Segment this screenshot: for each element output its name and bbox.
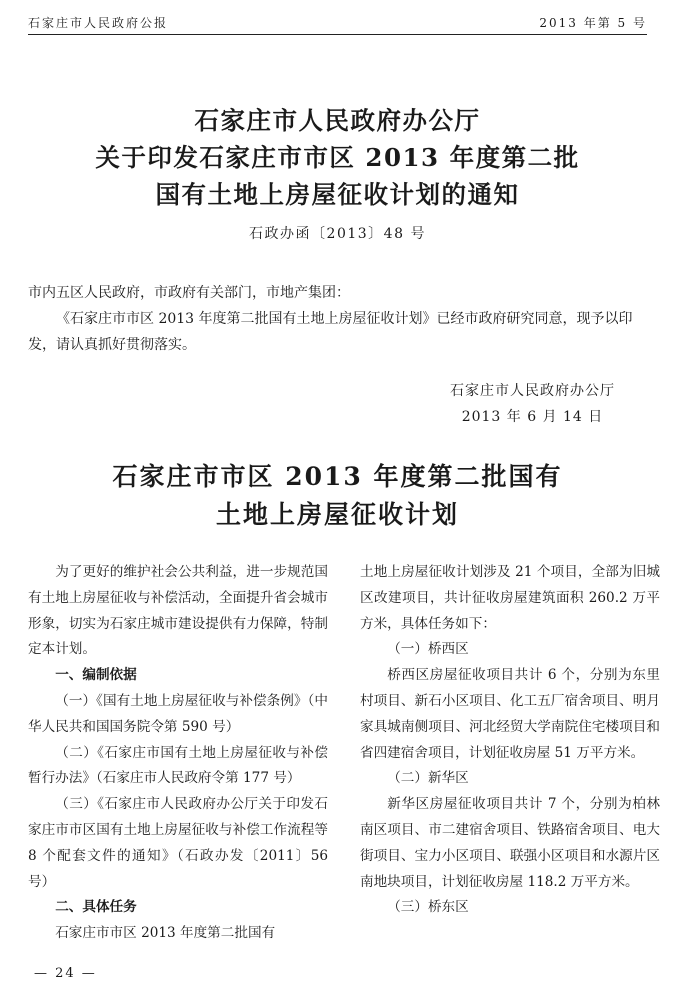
notice-body (28, 280, 647, 358)
running-header (28, 10, 647, 35)
page-number: — 24 — (34, 966, 97, 981)
notice-title-line: 国有土地上房屋征收计划的通知 (155, 180, 520, 209)
paragraph: 为了更好的维护社会公共利益，进一步规范国有土地上房屋征收与补偿活动，全面提升省会城市形象，切实为石家庄城市建设提供有力保障，特制定本计划。 (28, 564, 328, 658)
document-number: 石政办函〔2013〕48 号 (249, 226, 426, 242)
district-heading: （一）桥西区 (387, 641, 469, 658)
issue-number: 2013 年第 5 号 (539, 15, 647, 30)
paragraph: （二）《石家庄市国有土地上房屋征收与补偿暂行办法》（石家庄市人民政府令第 177 号） (28, 744, 328, 787)
section-heading: 一、编制依据 (55, 667, 137, 684)
signature-block (450, 378, 615, 430)
paragraph: （三）《石家庄市人民政府办公厅关于印发石家庄市市区国有土地上房屋征收与补偿工作流程等 8 个配套文件的通知》（石政办发〔2011〕56 号） (28, 796, 328, 890)
district-heading: （三）桥东区 (387, 899, 469, 916)
addressees: 市内五区人民政府，市政府有关部门，市地产集团： (28, 285, 350, 301)
paragraph: （一）《国有土地上房屋征收与补偿条例》（中华人民共和国国务院令第 590 号） (28, 692, 328, 735)
notice-title-line: 石家庄市人民政府办公厅 (194, 106, 481, 135)
district-heading: （二）新华区 (387, 770, 469, 787)
left-column (28, 560, 328, 947)
section-heading: 二、具体任务 (55, 899, 137, 916)
publication-name: 石家庄市人民政府公报 (28, 15, 169, 30)
plan-title (0, 458, 675, 534)
notice-title (0, 102, 675, 213)
notice-title-block (0, 102, 675, 243)
plan-title-line: 土地上房屋征收计划 (215, 500, 459, 529)
paragraph: 石家庄市市区 2013 年度第二批国有 (55, 925, 276, 942)
notice-title-line: 关于印发石家庄市市区 2013 年度第二批 (95, 143, 580, 172)
paragraph: 新华区房屋征收项目共计 7 个，分别为柏林南区项目、市二建宿舍项目、铁路宿舍项目、电大街项目、宝力小区项目、联强小区项目和水源片区南地块项目，计划征收房屋 118.2 万平方米。 (360, 796, 660, 890)
right-column (360, 560, 660, 921)
paragraph: 桥西区房屋征收项目共计 6 个，分别为东里村项目、新石小区项目、化工五厂宿舍项目、明月家具城南侧项目、河北经贸大学南院住宅楼项目和省四建宿舍项目，计划征收房屋 51 万平方米。 (360, 667, 660, 761)
notice-paragraph: 《石家庄市市区 2013 年度第二批国有土地上房屋征收计划》已经市政府研究同意，现予以印发，请认真抓好贯彻落实。 (28, 311, 633, 353)
paragraph: 土地上房屋征收计划涉及 21 个项目，全部为旧城区改建项目，共计征收房屋建筑面积 260.2 万平方米，具体任务如下： (360, 564, 660, 632)
plan-title-line: 石家庄市市区 2013 年度第二批国有 (112, 462, 563, 491)
issuer: 石家庄市人民政府办公厅 (450, 383, 615, 399)
issue-date: 2013 年 6 月 14 日 (461, 409, 604, 425)
